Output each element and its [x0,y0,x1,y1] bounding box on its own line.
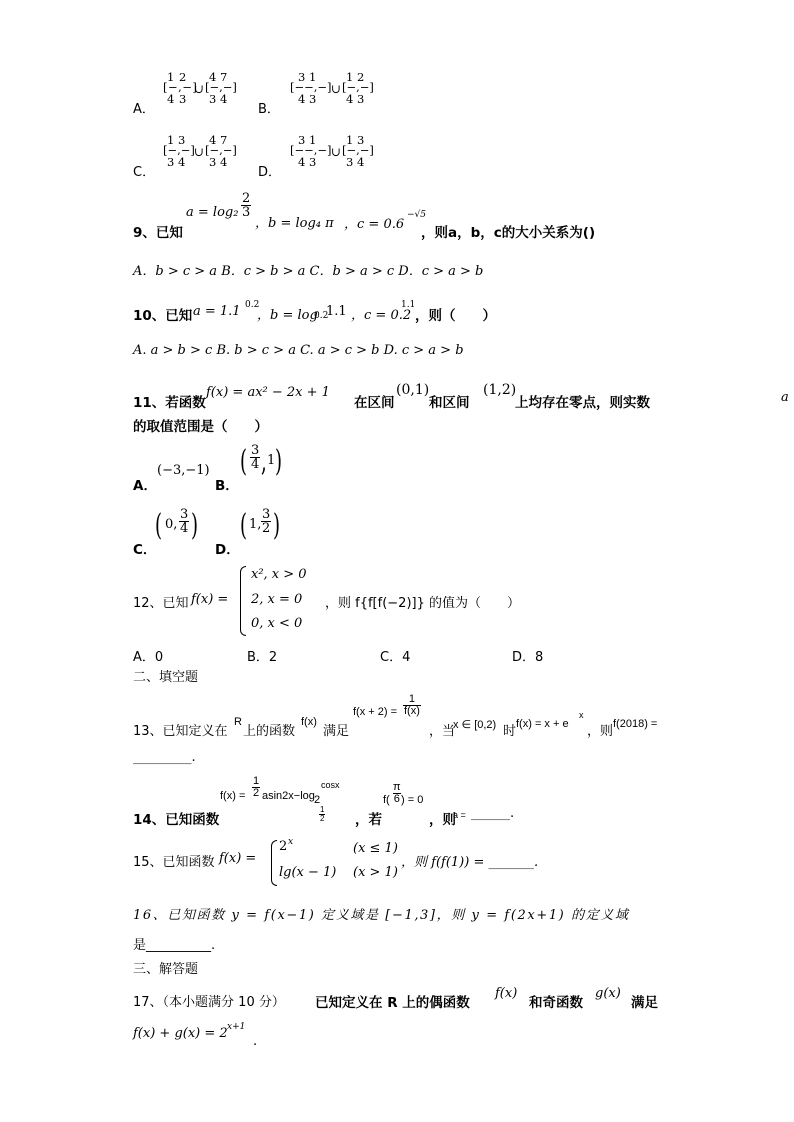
q11-variable: a [781,390,789,405]
q12-option-b: B．2 [247,650,278,665]
q15-tail: ，则 f(f(1)) = _______. [401,855,539,870]
q12-stem [133,562,693,638]
q16-line1: 16、已知函数 y = f(x−1) 定义域是 [−1,3]，则 y = f(2x+1) 的定义域 [133,908,630,923]
q10-tail: ，则（ ） [415,308,496,324]
q14-stem: 14、已知函数 f(x) = $\frac{1}{2}$ asin2x−log 2 cosx $\frac{1}{2}$ ，若 f( $\frac{\pi}{6}$ ) = 0 ，则 a = ______. [133,775,515,828]
q12-tail: ，则 f{f[f(−2)]} 的值为（ ） [325,596,520,611]
q9-c-exponent: −√5 [407,210,427,220]
q8-c-union: ∪ [194,145,205,159]
q10-b-subscript: 0.2 [314,311,329,321]
q9-options: A．b > c > a B．c > b > a C．b > a > c D．c > a > b [133,264,484,279]
q11-tail: 上均存在零点，则实数 [515,395,650,411]
q9-stem [133,192,693,240]
q12-case1: x², x > 0 [251,567,307,582]
q11-interval-text1: 在区间 [354,395,395,411]
q10-c-exponent: 1.1 [401,300,416,310]
q13-stem: 13、已知定义在 R 上的函数 f(x) 满足 f(x + 2) = $\frac{1}{f(x)}$ ，当 x ∈ [0,2) 时 f(x) = x + e x ，则 f(2018) = [133,693,658,739]
q9-b-expr: ，b = log₄ π [255,216,334,231]
q9-a-fraction: $\frac{2}{3}$ [242,191,251,220]
q13-ask: f(2018) = [613,718,658,730]
q12-case3: 0, x < 0 [251,616,303,631]
q12-option-d: D．8 [512,650,544,665]
q11-option-c: C． ( 0, $\frac{3}{4}$ ) [133,507,199,558]
q8-b-union: ∪ [331,82,342,96]
q10-stem [133,300,533,324]
q17-stem: 17、（本小题满分 10 分） 已知定义在 R 上的偶函数 f(x) 和奇函数 g(x) 满足 f(x) + g(x) = 2 x+1 . [133,986,658,1049]
q14-answer-blank: ______. [471,806,515,821]
q8-a-union: ∪ [194,82,205,96]
q11-stem-line2: 的取值范围是（ ） [133,419,268,435]
section-answer-title: 三、解答题 [133,962,199,977]
q11-interval-text2: 和区间 [429,395,470,411]
q10-c-expr: ，c = 0.2 [351,308,412,323]
q14-number: 14、已知函数 [133,812,220,828]
q16-line2: 是__________. [133,938,216,953]
q12-option-c: C．4 [380,650,411,665]
q15-stem: 15、已知函数 f(x) = 2 x (x ≤ 1) lg(x − 1) (x > 1) ，则 f(f(1)) = _______. [133,836,573,886]
q9-c-expr: ，c = 0.6 [344,217,405,232]
q10-number: 10、已知 [133,308,193,324]
q10-b-tail: 1.1 [326,304,347,319]
q8-d-union: ∪ [331,145,342,159]
q10-a-expr: a = 1.1 [193,304,241,319]
q8-option-a-label: A． [133,102,155,117]
q11-interval2: (1,2) [483,382,517,398]
q9-tail: ，则a，b，c的大小关系为() [421,225,596,241]
q11-interval1: (0,1) [396,382,430,398]
q10-b-expr: ，b = log [257,308,318,323]
q12-number: 12、已知 [133,596,189,611]
q12-brace [240,566,246,636]
q10-a-exponent: 0.2 [245,300,260,310]
q11-function: f(x) = ax² − 2x + 1 [206,385,330,400]
q13-functional-equation: f(x + 2) = [353,706,398,718]
q9-number: 9、已知 [133,225,183,241]
q17-header: 17、（本小题满分 10 分） [133,995,285,1010]
q11-option-b: B． ( $\frac{3}{4}$ , 1 ) [215,443,283,494]
q12-case2: 2, x = 0 [251,592,303,607]
q15-number: 15、已知函数 [133,855,215,870]
q17-equation: f(x) + g(x) = 2 [133,1026,228,1041]
q8-option-b-label: B． [258,102,280,117]
q13-answer-blank: _________. [133,750,196,765]
q13-number: 13、已知定义在 [133,724,228,739]
q15-brace [271,840,277,886]
q9-a-expr: a = log₂ [186,205,239,220]
section-fill-in-title: 二、填空题 [133,670,199,685]
q10-options: A. a > b > c B. b > c > a C. a > c > b D. c > a > b [133,343,464,358]
q11-stem-line1 [133,380,789,411]
q11-option-d: D． ( 1, $\frac{3}{2}$ ) [215,507,281,558]
q11-option-a: A． (−3,−1) [133,463,210,494]
q12-function: f(x) = [191,592,229,607]
q11-number: 11、若函数 [133,395,206,411]
q8-option-d-label: D． [258,165,282,180]
q12-option-a: A．0 [133,650,164,665]
q8-option-c-label: C． [133,165,156,180]
